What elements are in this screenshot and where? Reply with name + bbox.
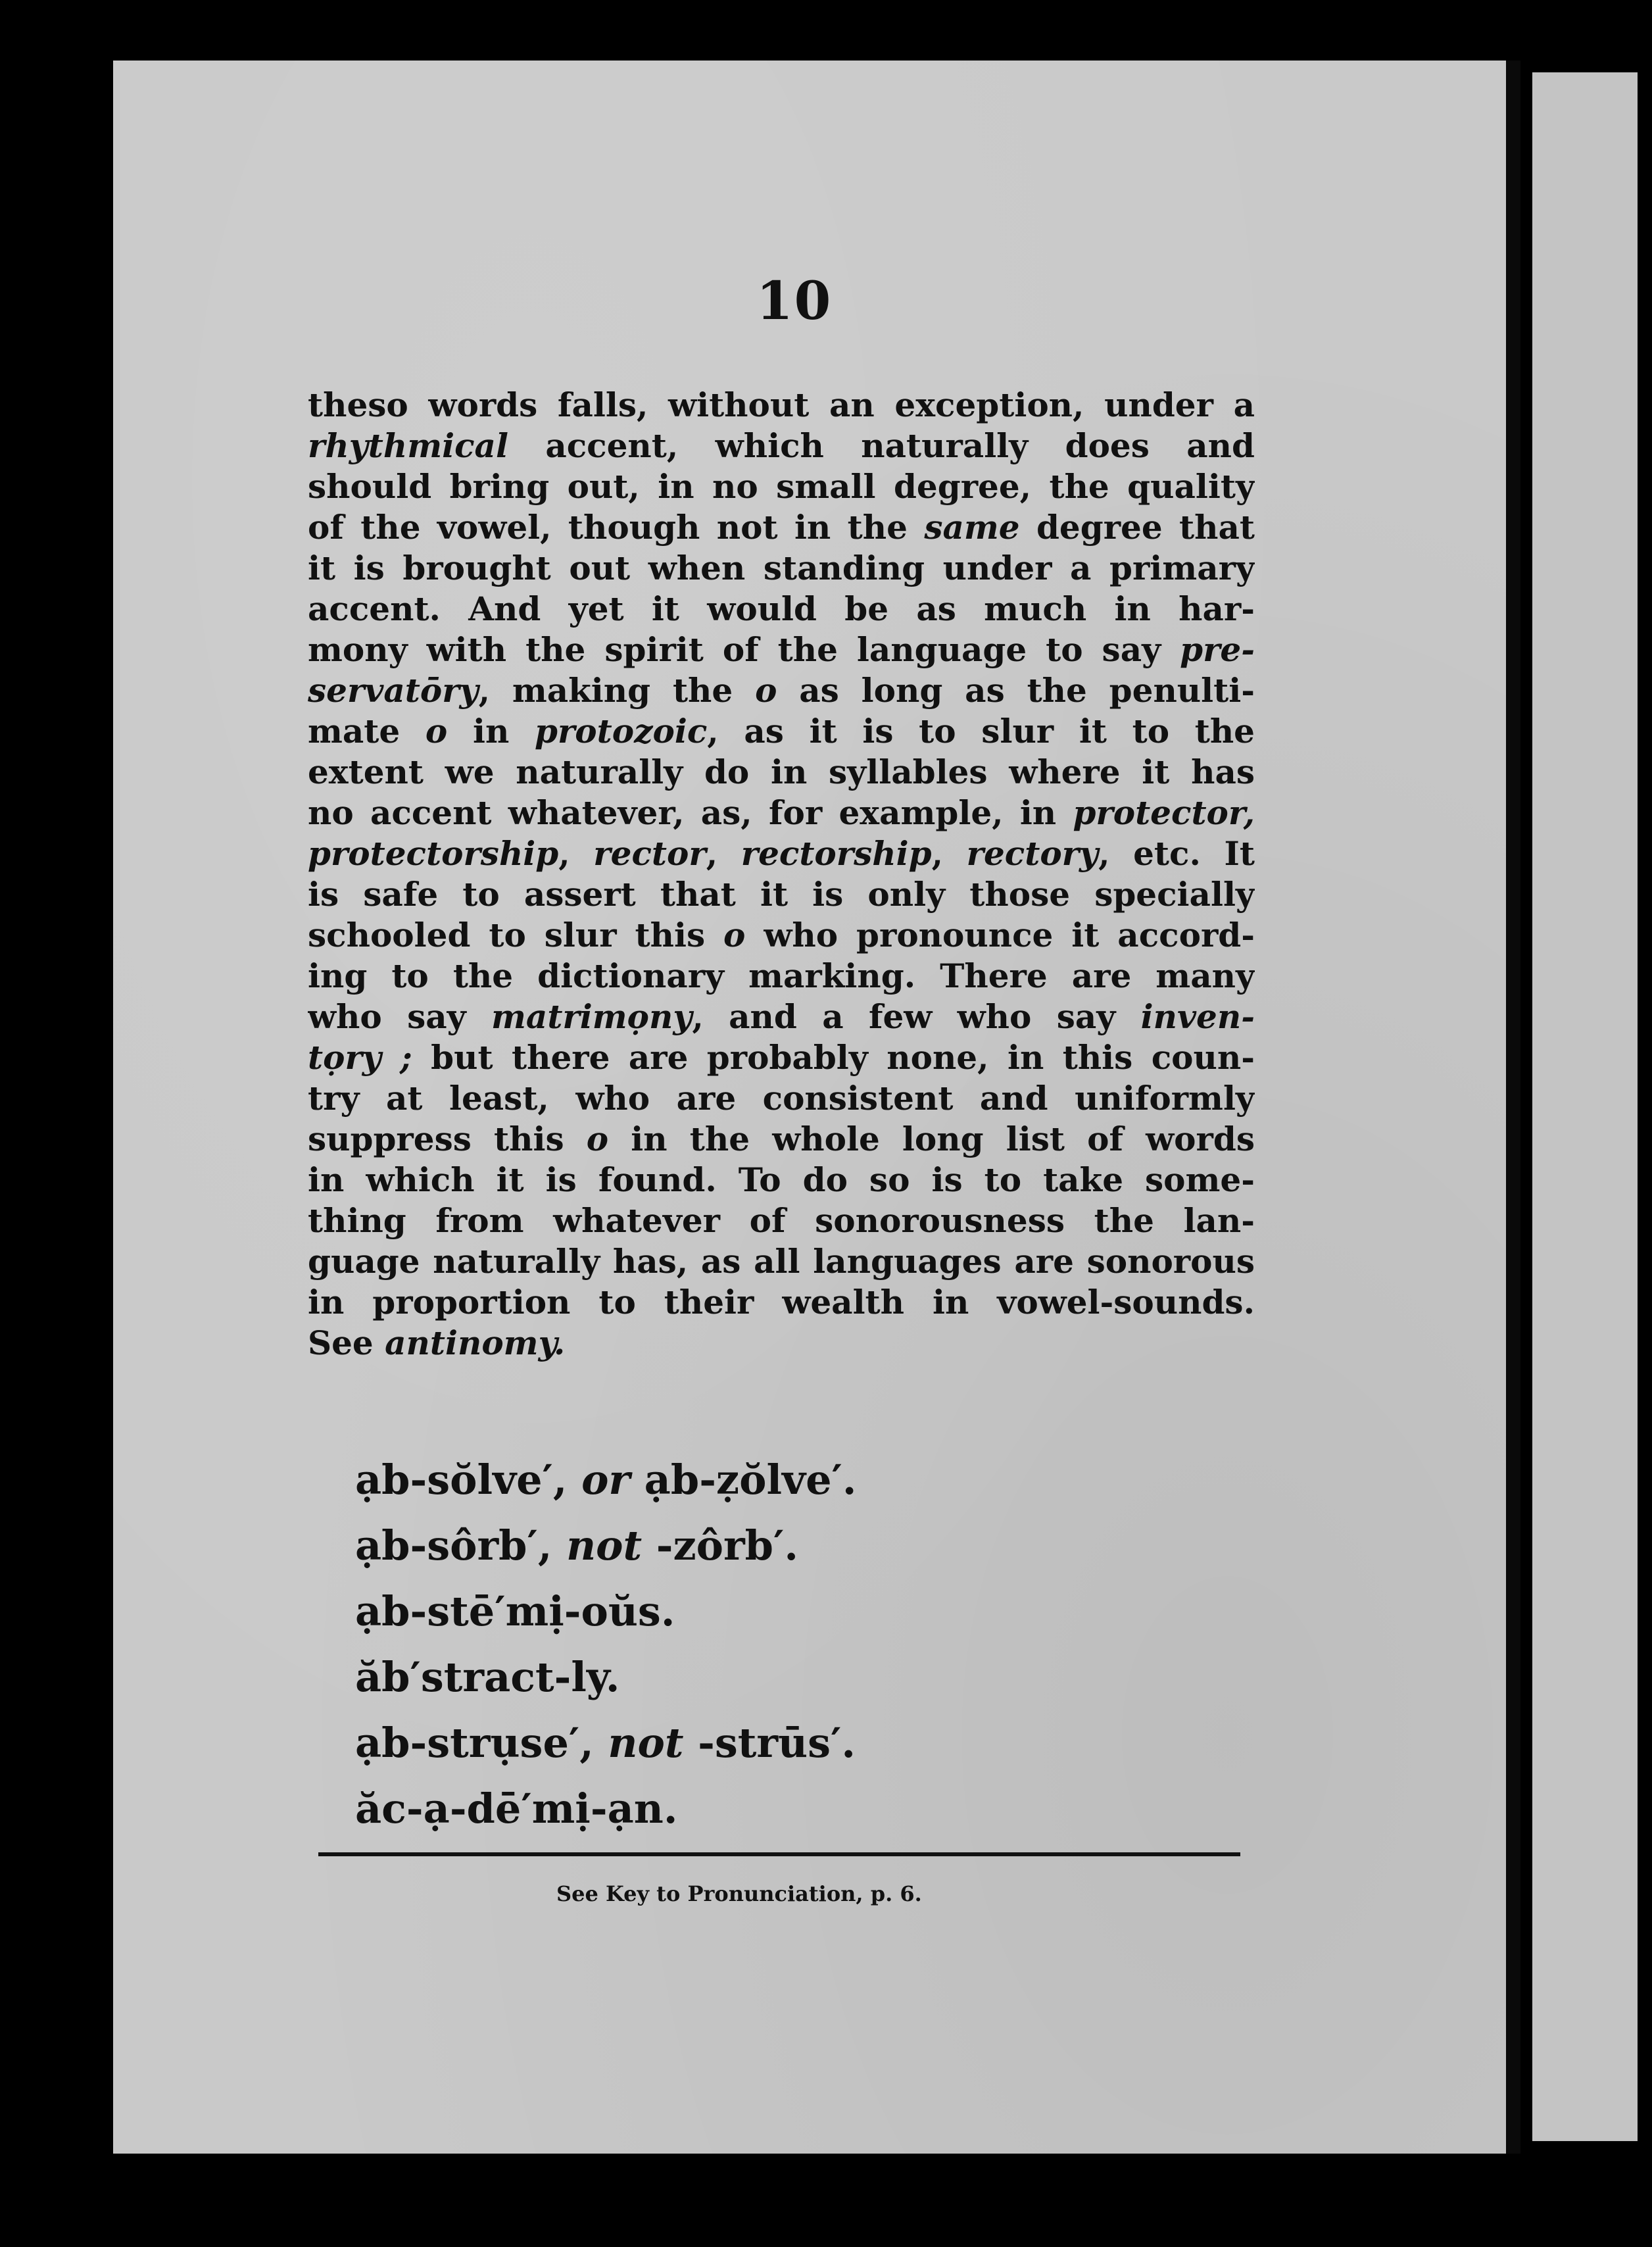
pronunciation-entries [355,1447,856,1842]
text-run: guage naturally has, as all languages are sonorous [308,1242,1255,1281]
text-line [308,1200,1255,1241]
text-line [308,1078,1255,1119]
text-run: extent we naturally do in syllables where it has [308,753,1255,791]
text-line [308,752,1255,793]
text-run: theso words falls, without an exception, under a [308,385,1255,424]
text-line [308,711,1255,752]
italic-text: o [586,1120,609,1158]
text-line [308,833,1255,874]
text-line [308,1037,1255,1078]
italic-text: rector [593,834,706,873]
text-run: suppress this [308,1120,587,1158]
text-run: as long as the penulti- [777,671,1255,710]
text-run: in which it is found. To do so is to take some- [308,1160,1255,1199]
italic-text: o [425,712,448,751]
italic-text: rectorship [741,834,932,873]
pronunciation-entry [355,1776,856,1842]
text-run: ạb-sŏlve′, [355,1456,582,1504]
text-run: ạb-strụse′, [355,1719,608,1767]
text-run: in the whole long list of words [608,1120,1255,1158]
text-line [308,793,1255,833]
text-run: but there are probably none, in this coun- [412,1038,1255,1077]
page-edge-shadow [1506,61,1520,2154]
text-line [308,630,1255,670]
text-run: , as it is to slur it to the [707,712,1255,751]
italic-text: rhythmical [308,426,508,465]
footer-rule [318,1852,1240,1856]
italic-text: or [581,1456,631,1504]
text-run: ạb-stē′mị-oŭs. [355,1587,675,1635]
text-run: , etc. It [1098,834,1255,873]
text-run: degree that [1019,508,1255,547]
text-line [308,385,1255,426]
text-line [308,548,1255,589]
italic-text: same [924,508,1020,547]
page-number: 10 [756,270,833,332]
text-run: of the vowel, though not in the [308,508,925,547]
text-run: ing to the dictionary marking. There are many [308,956,1255,995]
text-run: is safe to assert that it is only those specially [308,875,1255,914]
italic-text: o [755,671,777,710]
text-run: it is brought out when standing under a primary [308,549,1255,587]
text-run: schooled to slur this [308,916,724,954]
text-run: thing from whatever of sonorousness the lan- [308,1201,1255,1240]
italic-text: protozoic [534,712,708,751]
pronunciation-entry [355,1447,856,1513]
footer-note: See Key to Pronunciation, p. 6. [556,1881,922,1906]
italic-text: inven- [1140,997,1255,1036]
italic-text: rectory [966,834,1099,873]
text-run: should bring out, in no small degree, the quality [308,467,1255,506]
text-run: accent, which naturally does and [508,426,1255,465]
text-run: mony with the spirit of the language to say [308,630,1180,669]
text-run: in [447,712,535,751]
pronunciation-entry [355,1513,856,1579]
body-paragraph [308,385,1255,1364]
text-run: ạb-sôrb′, [355,1521,567,1569]
text-run: -zôrb′. [642,1521,798,1569]
text-line [308,1241,1255,1282]
text-line [308,466,1255,507]
text-run: try at least, who are consistent and uniformly [308,1079,1255,1118]
text-run: , [706,834,741,873]
italic-text: o [723,916,746,954]
text-run: ạb-ẓŏlve′. [630,1456,857,1504]
text-run: , making the [478,671,756,710]
text-line [308,956,1255,997]
pronunciation-entry [355,1579,856,1644]
italic-text: not [566,1521,643,1569]
text-run: ăc-ạ-dē′mị-ạn. [355,1785,678,1833]
italic-text: tọry ; [308,1038,412,1077]
text-run: -strūs′. [683,1719,856,1767]
text-line [308,915,1255,956]
pronunciation-entry [355,1644,856,1710]
italic-text: protectorship [308,834,559,873]
text-run: who say [308,997,492,1036]
italic-text: antinomy. [385,1323,566,1362]
text-line [308,1160,1255,1200]
text-run: , [558,834,594,873]
text-line [308,1282,1255,1323]
text-run: who pronounce it accord- [745,916,1255,954]
text-line [308,1119,1255,1160]
text-line [308,874,1255,915]
text-line [308,670,1255,711]
italic-text: pre- [1180,630,1255,669]
italic-text: protector, [1073,793,1255,832]
italic-text: not [608,1719,684,1767]
text-run: See [308,1323,385,1362]
text-line [308,589,1255,630]
text-run: accent. And yet it would be as much in har- [308,589,1255,628]
italic-text: matrimọny [491,997,692,1036]
text-line [308,426,1255,466]
text-run: no accent whatever, as, for example, in [308,793,1073,832]
text-run: , [931,834,967,873]
text-line [308,507,1255,548]
pronunciation-entry [355,1710,856,1776]
text-run: mate [308,712,425,751]
text-run: in proportion to their wealth in vowel-sounds. [308,1283,1255,1321]
text-run: ăb′stract-ly. [355,1653,620,1701]
text-line [308,997,1255,1037]
italic-text: servatōry [308,671,479,710]
facing-page-edge [1532,72,1638,2141]
text-run: , and a few who say [692,997,1141,1036]
text-line [308,1323,1255,1364]
